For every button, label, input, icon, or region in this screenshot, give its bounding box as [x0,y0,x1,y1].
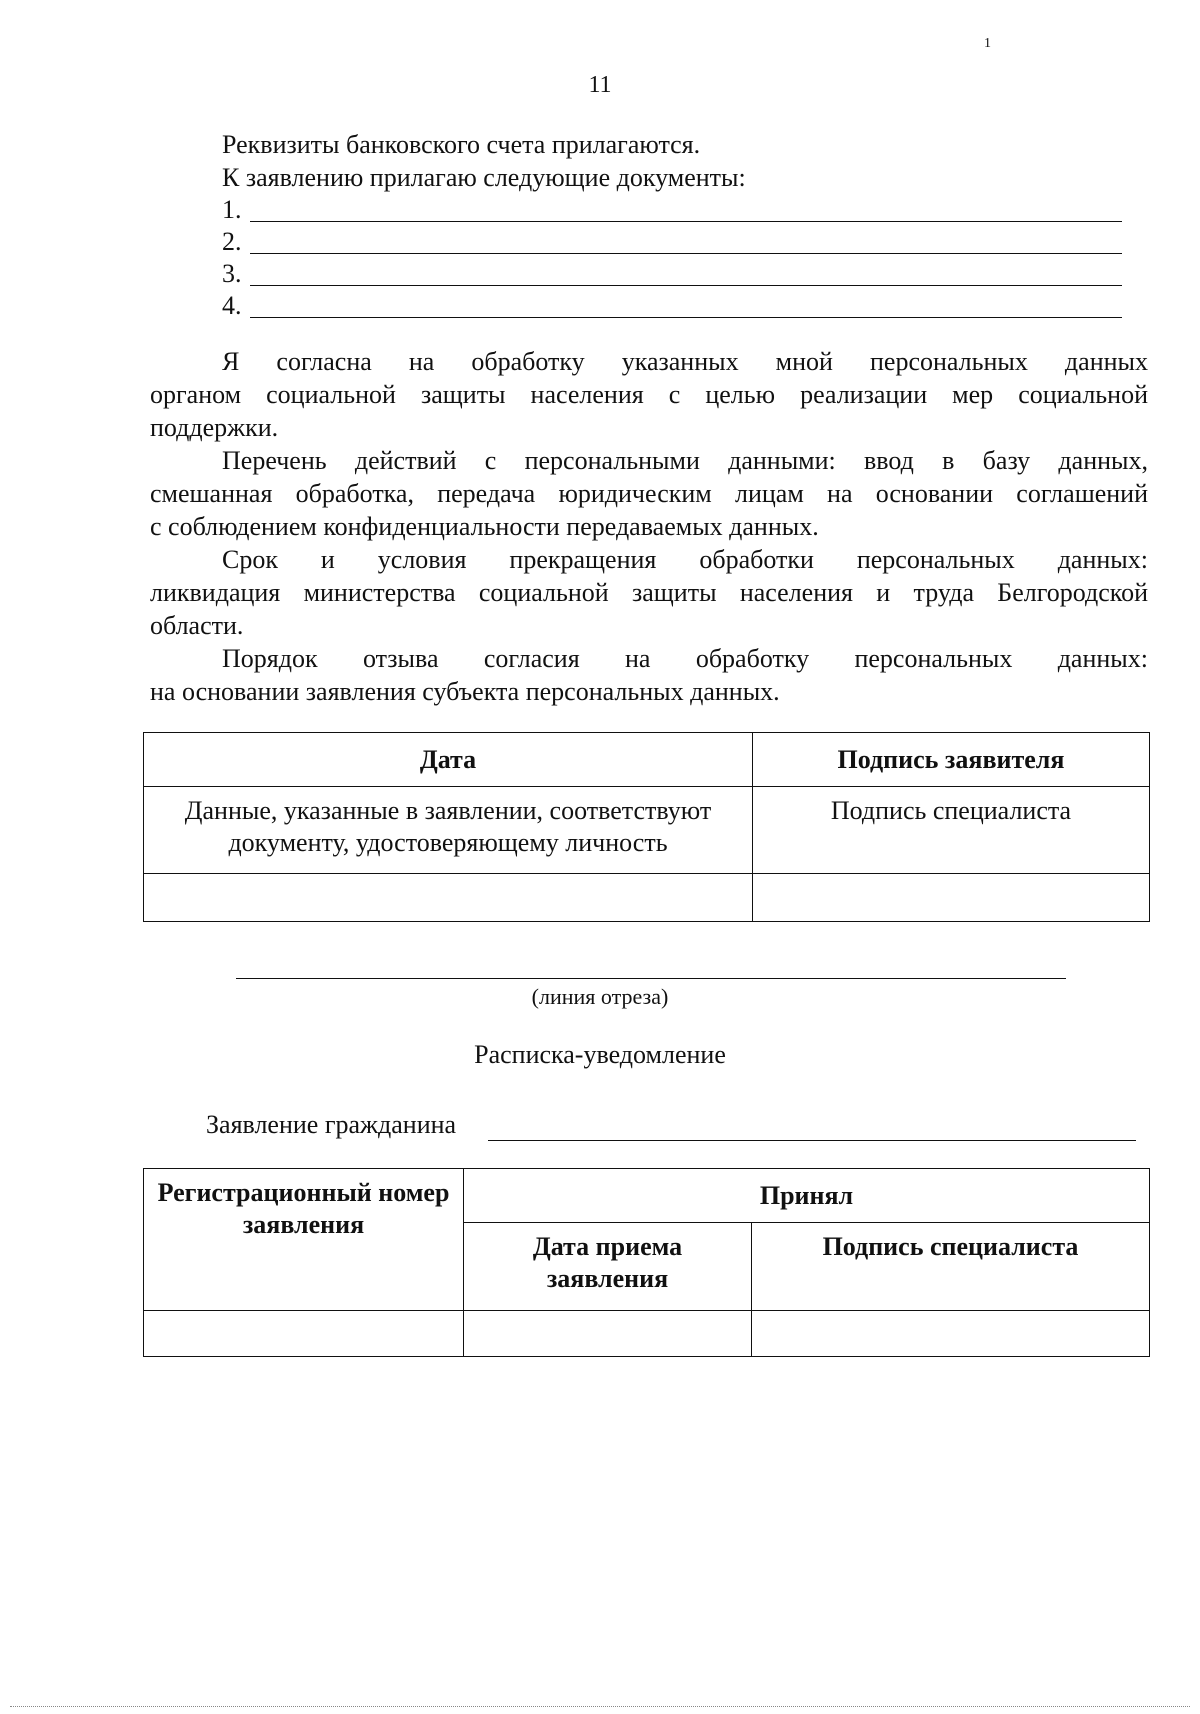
actions-paragraph-line: с соблюдением конфиденциальности передаваемых данных. [150,512,819,541]
actions-paragraph-line: Перечень действий с персональными данными: ввод в базу данных, [222,446,1148,475]
empty-cell[interactable] [144,874,753,922]
actions-paragraph-line: смешанная обработка, передача юридическим лицам на основании соглашений [150,479,1148,508]
term-paragraph-line: Срок и условия прекращения обработки персональных данных: [222,545,1148,574]
receipt-title: Расписка-уведомление [474,1040,726,1069]
consent-paragraph-line: органом социальной защиты населения с целью реализации мер социальной [150,380,1148,409]
intro-bank-details: Реквизиты банковского счета прилагаются. [222,130,701,159]
intro-documents-heading: К заявлению прилагаю следующие документы: [222,163,746,192]
table-row [144,787,1150,874]
citizen-statement-field[interactable] [206,1110,1136,1144]
document-line-3[interactable] [222,259,1122,289]
term-paragraph-line: ликвидация министерства социальной защиты населения и труда Белгородской [150,578,1148,607]
table-row [144,874,1150,922]
corner-mark: 1 [984,36,991,51]
document-number: 3. [222,259,242,288]
document-number: 1. [222,195,242,224]
specialist-signature-label: Подпись специалиста [753,787,1150,874]
header-date-received: Дата приема заявления [464,1223,752,1311]
table-row [144,1311,1150,1357]
blank-field [250,317,1122,318]
empty-cell[interactable] [752,1311,1150,1357]
consent-paragraph-line: поддержки. [150,413,279,442]
blank-field [250,221,1122,222]
term-paragraph-line: области. [150,611,244,640]
cut-line-label: (линия отреза) [531,984,669,1009]
revoke-paragraph-line: Порядок отзыва согласия на обработку персональных данных: [222,644,1148,673]
consent-paragraph-line: Я согласна на обработку указанных мной персональных данных [222,347,1148,376]
blank-field [250,253,1122,254]
page-number: 11 [588,72,612,98]
table-header-row [144,733,1150,787]
document-line-2[interactable] [222,227,1122,257]
header-accepted: Принял [464,1169,1150,1223]
document-line-1[interactable] [222,195,1122,225]
receipt-table [143,1168,1150,1357]
page-bottom-edge [10,1706,1190,1707]
citizen-statement-label: Заявление гражданина [206,1110,457,1139]
table-header-row [144,1169,1150,1223]
document-number: 4. [222,291,242,320]
header-registration-number: Регистрационный номер заявления [144,1169,464,1311]
revoke-paragraph-line: на основании заявления субъекта персональных данных. [150,677,780,706]
empty-cell[interactable] [464,1311,752,1357]
empty-cell[interactable] [753,874,1150,922]
document-line-4[interactable] [222,291,1122,321]
cut-line [236,978,1066,979]
header-date: Дата [144,733,753,787]
blank-field [488,1140,1136,1141]
empty-cell[interactable] [144,1311,464,1357]
data-matches-id-cell: Данные, указанные в заявлении, соответствуют документу, удостоверяющему личность [144,787,753,874]
header-applicant-signature: Подпись заявителя [753,733,1150,787]
header-specialist-signature: Подпись специалиста [752,1223,1150,1311]
document-number: 2. [222,227,242,256]
verification-table [143,732,1150,922]
blank-field [250,285,1122,286]
